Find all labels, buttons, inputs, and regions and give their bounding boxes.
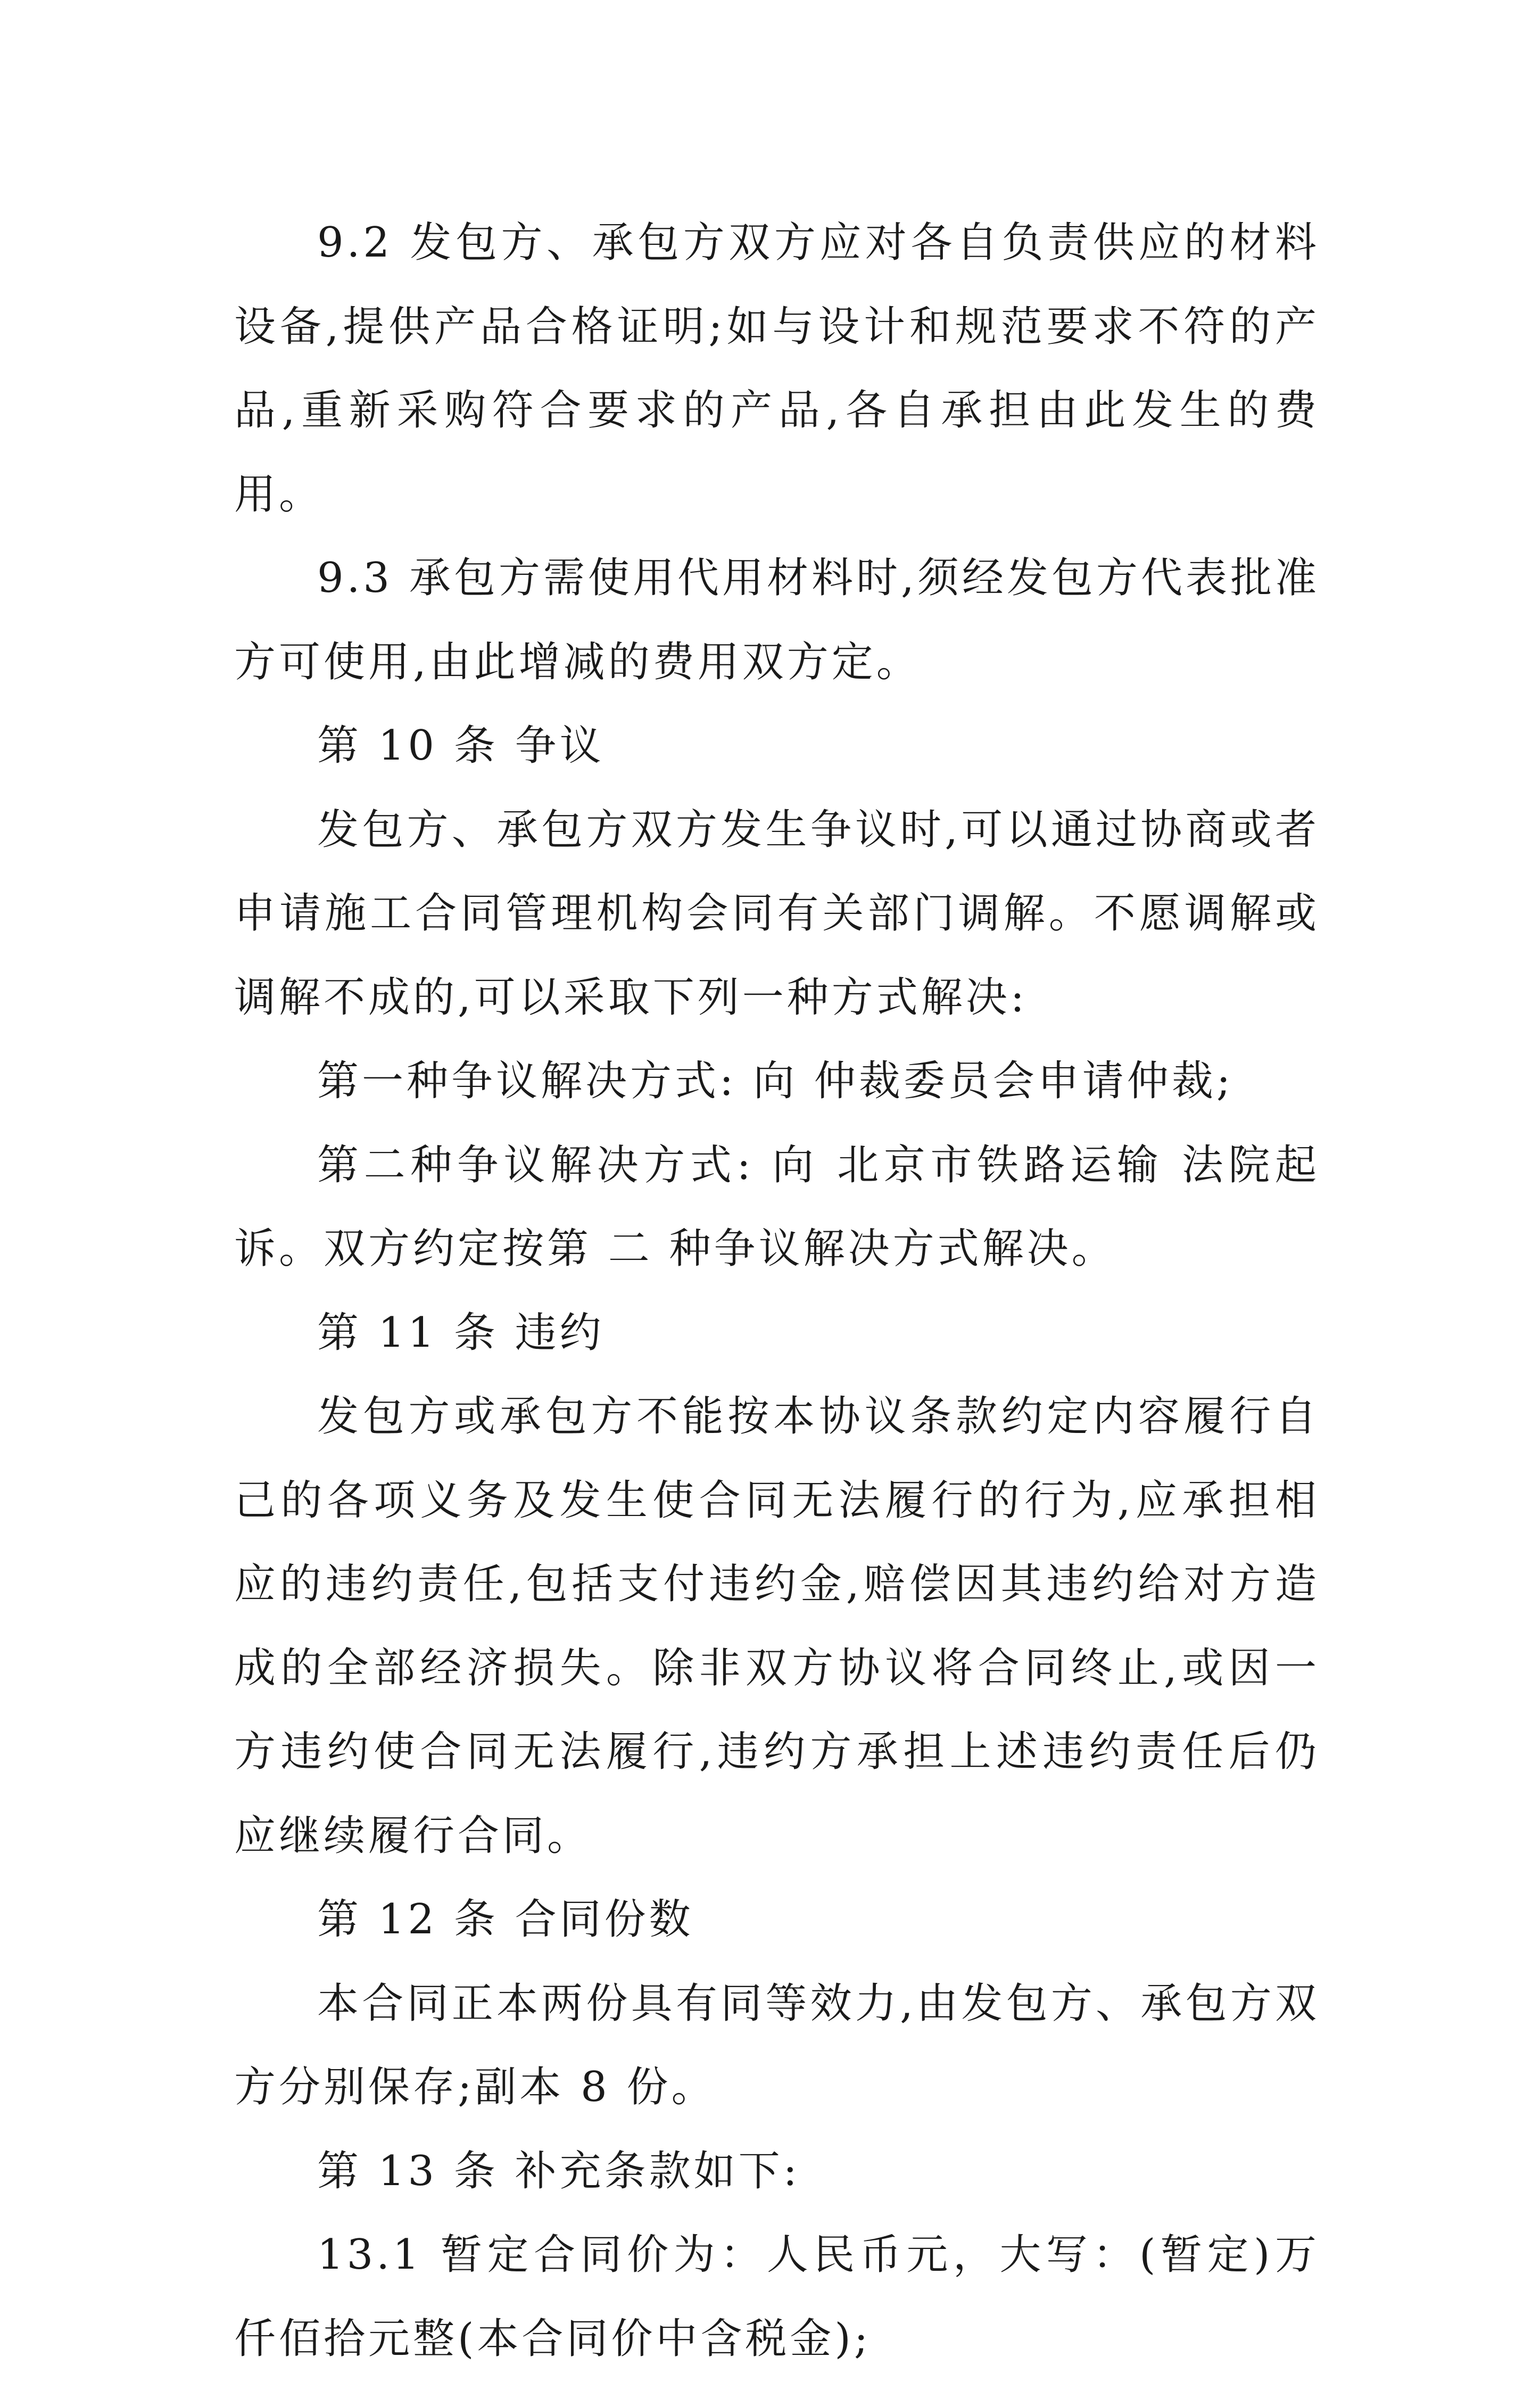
article-12-heading: 第 12 条 合同份数 — [317, 1896, 694, 1943]
dispute-method-2: 第二种争议解决方式: 向 北京市铁路运输 法院起诉。双方约定按第 二 种争议解决方式解决。 — [234, 1141, 1320, 1273]
dispute-method-1: 第一种争议解决方式: 向 仲裁委员会申请仲裁; — [317, 1057, 1234, 1105]
article-10-heading: 第 10 条 争议 — [317, 722, 605, 770]
article-12-body: 本合同正本两份具有同等效力,由发包方、承包方双方分别保存;副本 8 份。 — [234, 1979, 1320, 2111]
article-10-body: 发包方、承包方双方发生争议时,可以通过协商或者申请施工合同管理机构会同有关部门调解。不愿调解或调解不成的,可以采取下列一种方式解决: — [234, 805, 1320, 1021]
article-13-heading: 第 13 条 补充条款如下: — [317, 2147, 800, 2195]
paragraph-9-2: 9.2 发包方、承包方双方应对各自负责供应的材料设备,提供产品合格证明;如与设计和规范要求不符的产品,重新采购符合要求的产品,各自承担由此发生的费用。 — [234, 219, 1320, 518]
paragraph-9-3: 9.3 承包方需使用代用材料时,须经发包方代表批准方可使用,由此增减的费用双方定。 — [234, 554, 1320, 686]
article-11-heading: 第 11 条 违约 — [317, 1308, 605, 1357]
document-body — [234, 201, 1320, 2381]
clause-13-1: 13.1 暂定合同价为：人民币元，大写：(暂定)万仟佰拾元整(本合同价中含税金); — [234, 2231, 1320, 2363]
article-11-body: 发包方或承包方不能按本协议条款约定内容履行自己的各项义务及发生使合同无法履行的行为,应承担相应的违约责任,包括支付违约金,赔偿因其违约给对方造成的全部经济损失。除非双方协议将合同终止,或因一方违约使合同无法履行,违约方承担上述违约责任后仍应继续履行合同。 — [234, 1393, 1320, 1860]
